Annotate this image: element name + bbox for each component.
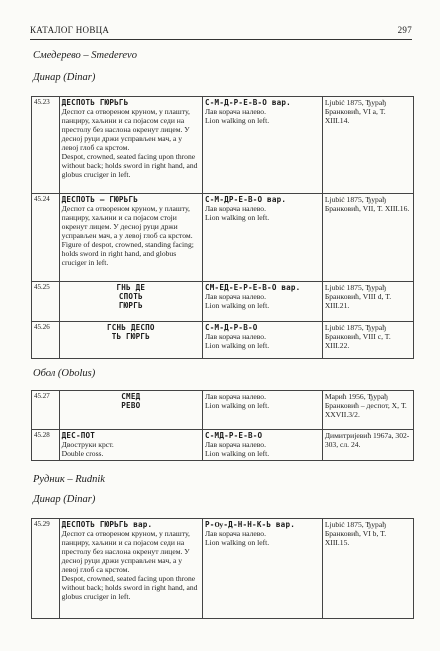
obverse-description [59, 519, 202, 619]
table-row [32, 391, 414, 430]
header-rule [30, 39, 412, 40]
reverse-text-serbian: Лав корача налево. [205, 204, 266, 213]
reverse-text-english: Lion walking on left. [205, 449, 270, 458]
reverse-text-english: Lion walking on left. [205, 213, 270, 222]
table-row [32, 519, 414, 619]
entry-number: 45.24 [32, 194, 60, 282]
reference: Ljubić 1875, Ђурађ Бранковић, VIII d, T. XIII.21. [322, 282, 413, 322]
subsection-dinar: Динар (Dinar) [33, 72, 96, 83]
reverse-text-english: Lion walking on left. [205, 538, 270, 547]
section-heading-rudnik: Рудник – Rudnik [33, 474, 105, 485]
reverse-legend: С-МД-Р-Е-В-О [205, 431, 263, 440]
entry-number: 45.28 [32, 430, 60, 461]
obverse-text-english: Figure of despot, crowned, standing facing; holds sword in right hand, and globus cruciger in left. [61, 240, 194, 267]
reverse-text-english: Lion walking on left. [205, 341, 270, 350]
reverse-text-serbian: Лав корача налево. [205, 529, 266, 538]
subsection-dinar-rudnik: Динар (Dinar) [33, 494, 96, 505]
obverse-legend: ДЕСПОТЬ ГЮРЬГЬ [61, 98, 129, 107]
reference: Марић 1956, Ђурађ Бранковић – деспот, Х, Т. XXVII.3/2. [322, 391, 413, 430]
reverse-text-english: Lion walking on left. [205, 401, 270, 410]
obverse-text-english: Despot, crowned, seated facing upon throne without back; holds sword in right hand, and globus cruciger in left. [61, 152, 198, 179]
entry-number: 45.23 [32, 97, 60, 194]
reference: Ljubić 1875, Ђурађ Бранковић, VII, T. XIII.16. [322, 194, 413, 282]
reverse-description [203, 282, 323, 322]
obverse-description [59, 430, 202, 461]
reference: Ljubić 1875, Ђурађ Бранковић, VI a, T. XIII.14. [322, 97, 413, 194]
reverse-description [203, 391, 323, 430]
reverse-legend: СМ-ЕД-Е-Р-Е-В-О вар. [205, 283, 301, 292]
reverse-text-serbian: Лав корача налево. [205, 107, 266, 116]
obverse-text-english: Double cross. [61, 449, 104, 458]
reverse-text-serbian: Лав корача налево. [205, 440, 266, 449]
reverse-text-serbian: Лав корача налево. [205, 292, 266, 301]
obverse-description [59, 391, 202, 430]
reverse-text-english: Lion walking on left. [205, 301, 270, 310]
table-row [32, 430, 414, 461]
obverse-text-serbian: Двоструки крст. [61, 440, 114, 449]
reference: Ljubić 1875, Ђурађ Бранковић, VI b, T. XIII.15. [322, 519, 413, 619]
reverse-legend: С-М-Д-Р-В-О [205, 323, 258, 332]
table-row [32, 282, 414, 322]
catalog-table-rudnik-dinar [31, 518, 414, 619]
obverse-text-english: Despot, crowned, seated facing upon throne without back; holds sword in right hand, and globus cruciger in left. [61, 574, 198, 601]
obverse-legend: ДЕС-ПОТ [61, 431, 96, 440]
reverse-legend: С-М-ДР-Е-В-О вар. [205, 195, 287, 204]
obverse-legend-line: ΡЕВО [121, 401, 141, 410]
reverse-description [203, 322, 323, 359]
catalog-table-obol [31, 390, 414, 461]
entry-number: 45.29 [32, 519, 60, 619]
reverse-text-serbian: Лав корача налево. [205, 392, 266, 401]
catalog-table-smederevo-dinar [31, 96, 414, 359]
reverse-description [203, 430, 323, 461]
obverse-legend-line: СПОТЬ [118, 292, 143, 301]
running-header [30, 25, 412, 39]
table-row [32, 322, 414, 359]
obverse-legend-line: ГЮРГЬ [118, 301, 143, 310]
obverse-legend: ДЕСПОТЬ ГЮРЬГЬ вар. [61, 520, 153, 529]
obverse-legend-line: СМЕД [121, 392, 141, 401]
reverse-description [203, 194, 323, 282]
obverse-legend-line: ГСНЬ ДЕСПО [106, 323, 155, 332]
obverse-description [59, 282, 202, 322]
obverse-legend-line: ТЬ ГЮРГЬ [111, 332, 150, 341]
subsection-obol: Обол (Obolus) [33, 368, 96, 379]
obverse-legend: ДЕСПОТЬ – ГЮРЬГЬ [61, 195, 138, 204]
reverse-text-serbian: Лав корача налево. [205, 332, 266, 341]
reverse-legend: Р-Ѹ-Д-Н-Н-К-Ь вар. [205, 520, 295, 529]
obverse-text-serbian: Деспот са отвореном круном, у плашту, панциру, хаљини и са појасом стоји окренут лицем. У десној руци држи усправљен мач, а у левој глоб са крстом. [61, 204, 193, 240]
obverse-text-serbian: Деспот са отвореном круном, у плашту, панциру, хаљини и са појасом седи на престолу без наслона окренут лицем. У десној руци држи усправљен мач, а у левој глоб са крстом. [61, 107, 190, 152]
reverse-text-english: Lion walking on left. [205, 116, 270, 125]
entry-number: 45.25 [32, 282, 60, 322]
table-row [32, 194, 414, 282]
reverse-description [203, 519, 323, 619]
obverse-description [59, 97, 202, 194]
reverse-legend: С-М-Д-Р-Е-В-О вар. [205, 98, 291, 107]
table-row [32, 97, 414, 194]
entry-number: 45.26 [32, 322, 60, 359]
obverse-description [59, 322, 202, 359]
reference: Димитријевић 1967а, 302-303, сл. 24. [322, 430, 413, 461]
obverse-description [59, 194, 202, 282]
section-heading-smederevo: Смедерево – Smederevo [33, 50, 137, 61]
reverse-description [203, 97, 323, 194]
obverse-legend-line: ГНЬ ДЕ [116, 283, 146, 292]
page-number: 297 [397, 25, 412, 35]
entry-number: 45.27 [32, 391, 60, 430]
reference: Ljubić 1875, Ђурађ Бранковић, VIII c, T. XIII.22. [322, 322, 413, 359]
header-title: КАТАЛОГ НОВЦА [30, 25, 110, 35]
obverse-text-serbian: Деспот са отвореном круном, у плашту, панциру, хаљини и са појасом седи на престолу без наслона окренут лицем. У десној руци држи усправљен мач, а у левој глоб са крстом. [61, 529, 190, 574]
